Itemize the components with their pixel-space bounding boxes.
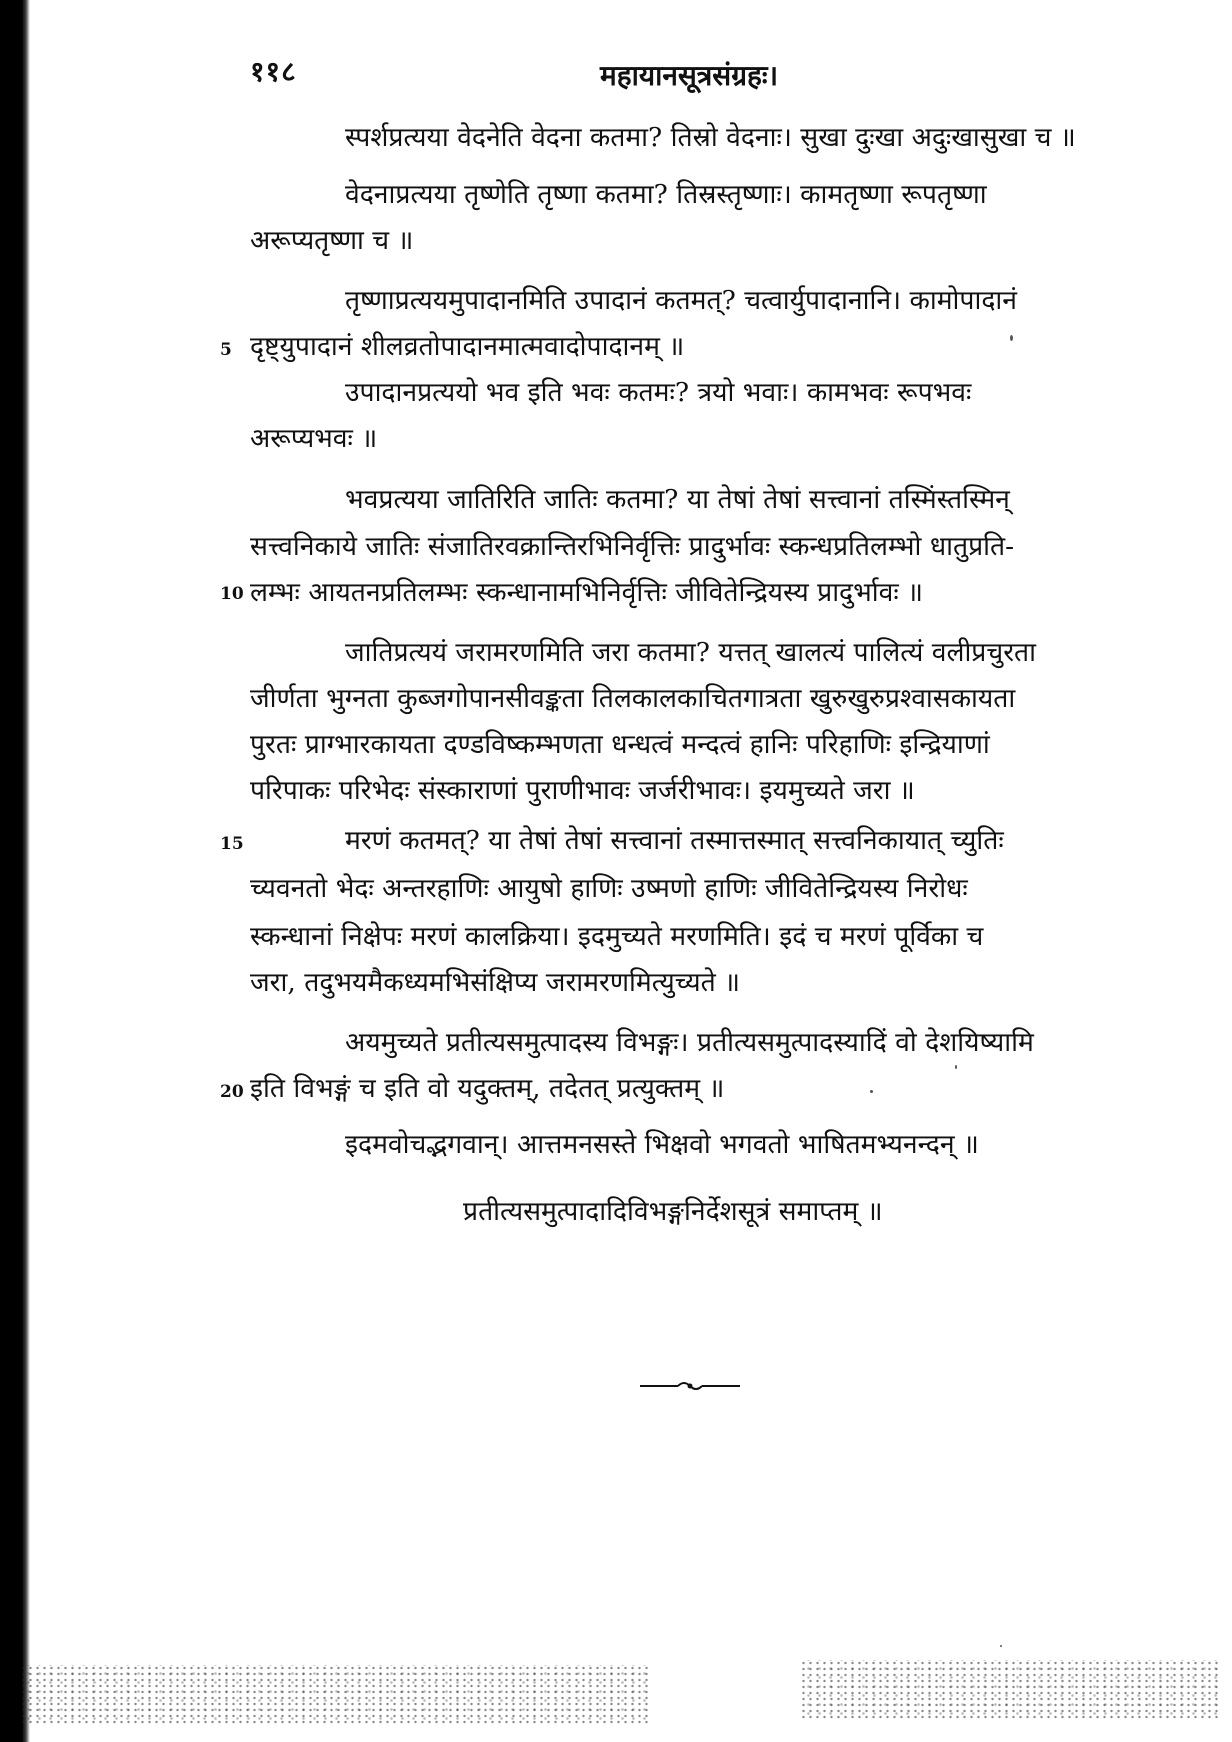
scan-noise-right xyxy=(800,1660,1220,1720)
text-line: उपादानप्रत्ययो भव इति भवः कतमः? त्रयो भवाः। कामभवः रूपभवः xyxy=(345,377,972,408)
scan-speck xyxy=(955,1065,957,1069)
text-line: पुरतः प्राग्भारकायता दण्डविष्कम्भणता धन्धत्वं मन्दत्वं हानिः परिहाणिः इन्द्रियाणां xyxy=(250,729,990,760)
text-line: जीर्णता भुग्नता कुब्जगोपानसीवङ्कता तिलकालकाचितगात्रता खुरुखुरुप्रश्वासकायता xyxy=(250,683,1016,714)
text-line: दृष्ट्युपादानं शीलव्रतोपादानमात्मवादोपादानम् ॥ xyxy=(250,331,685,362)
running-title: महायानसूत्रसंग्रहः। xyxy=(600,59,779,92)
text-line: भवप्रत्यया जातिरिति जातिः कतमा? या तेषां तेषां सत्त्वानां तस्मिंस्तस्मिन् xyxy=(345,484,1010,515)
text-line: अरूप्यभवः ॥ xyxy=(250,423,378,454)
text-line: वेदनाप्रत्यया तृष्णेति तृष्णा कतमा? तिस्रस्तृष्णाः। कामतृष्णा रूपतृष्णा xyxy=(345,179,987,210)
text-line: तृष्णाप्रत्ययमुपादानमिति उपादानं कतमत्? चत्वार्युपादानानि। कामोपादानं xyxy=(345,285,1017,316)
colophon: प्रतीत्यसमुत्पादादिविभङ्गनिर्देशसूत्रं समाप्तम् ॥ xyxy=(463,1196,883,1227)
text-line: स्पर्शप्रत्यया वेदनेति वेदना कतमा? तिस्रो वेदनाः। सुखा दुःखा अदुःखासुखा च ॥ xyxy=(345,122,1076,153)
text-line: परिपाकः परिभेदः संस्काराणां पुराणीभावः जर्जरीभावः। इयमुच्यते जरा ॥ xyxy=(250,775,915,806)
text-line: मरणं कतमत्? या तेषां तेषां सत्त्वानां तस्मात्तस्मात् सत्त्वनिकायात् च्युतिः xyxy=(345,825,1004,856)
text-line: अरूप्यतृष्णा च ॥ xyxy=(250,225,414,256)
text-line: इदमवोचद्भगवान्। आत्तमनसस्ते भिक्षवो भगवतो भाषितमभ्यनन्दन् ॥ xyxy=(345,1129,979,1160)
page-number: ११८ xyxy=(250,55,297,88)
text-line: सत्त्वनिकाये जातिः संजातिरवक्रान्तिरभिनिर्वृत्तिः प्रादुर्भावः स्कन्धप्रतिलम्भो धातुप्रति- xyxy=(250,531,1015,562)
line-number: 10 xyxy=(220,584,244,604)
text-line: जातिप्रत्ययं जरामरणमिति जरा कतमा? यत्तत् खालत्यं पालित्यं वलीप्रचुरता xyxy=(345,637,1037,668)
text-line: जरा, तदुभयमैकध्यमभिसंक्षिप्य जरामरणमित्युच्यते ॥ xyxy=(250,967,741,998)
line-number: 15 xyxy=(220,834,244,854)
text-line: स्कन्धानां निक्षेपः मरणं कालक्रिया। इदमुच्यते मरणमिति। इदं च मरणं पूर्विका च xyxy=(250,921,984,952)
text-line: अयमुच्यते प्रतीत्यसमुत्पादस्य विभङ्गः। प्रतीत्यसमुत्पादस्यादिं वो देशयिष्यामि xyxy=(345,1027,1034,1058)
scan-noise-left xyxy=(20,1665,650,1725)
scan-speck xyxy=(1010,335,1013,341)
book-binding-edge xyxy=(0,0,30,1742)
scan-speck xyxy=(1000,1645,1002,1647)
scan-speck xyxy=(870,1090,873,1093)
line-number: 20 xyxy=(220,1082,244,1102)
text-line: लम्भः आयतनप्रतिलम्भः स्कन्धानामभिनिर्वृत्तिः जीवितेन्द्रियस्य प्रादुर्भावः ॥ xyxy=(250,577,924,608)
ornament-divider-icon xyxy=(640,1380,740,1392)
text-line: च्यवनतो भेदः अन्तरहाणिः आयुषो हाणिः उष्मणो हाणिः जीवितेन्द्रियस्य निरोधः xyxy=(250,873,968,904)
line-number: 5 xyxy=(220,340,232,360)
text-line: इति विभङ्गं च इति वो यदुक्तम्, तदेतत् प्रत्युक्तम् ॥ xyxy=(250,1073,725,1104)
